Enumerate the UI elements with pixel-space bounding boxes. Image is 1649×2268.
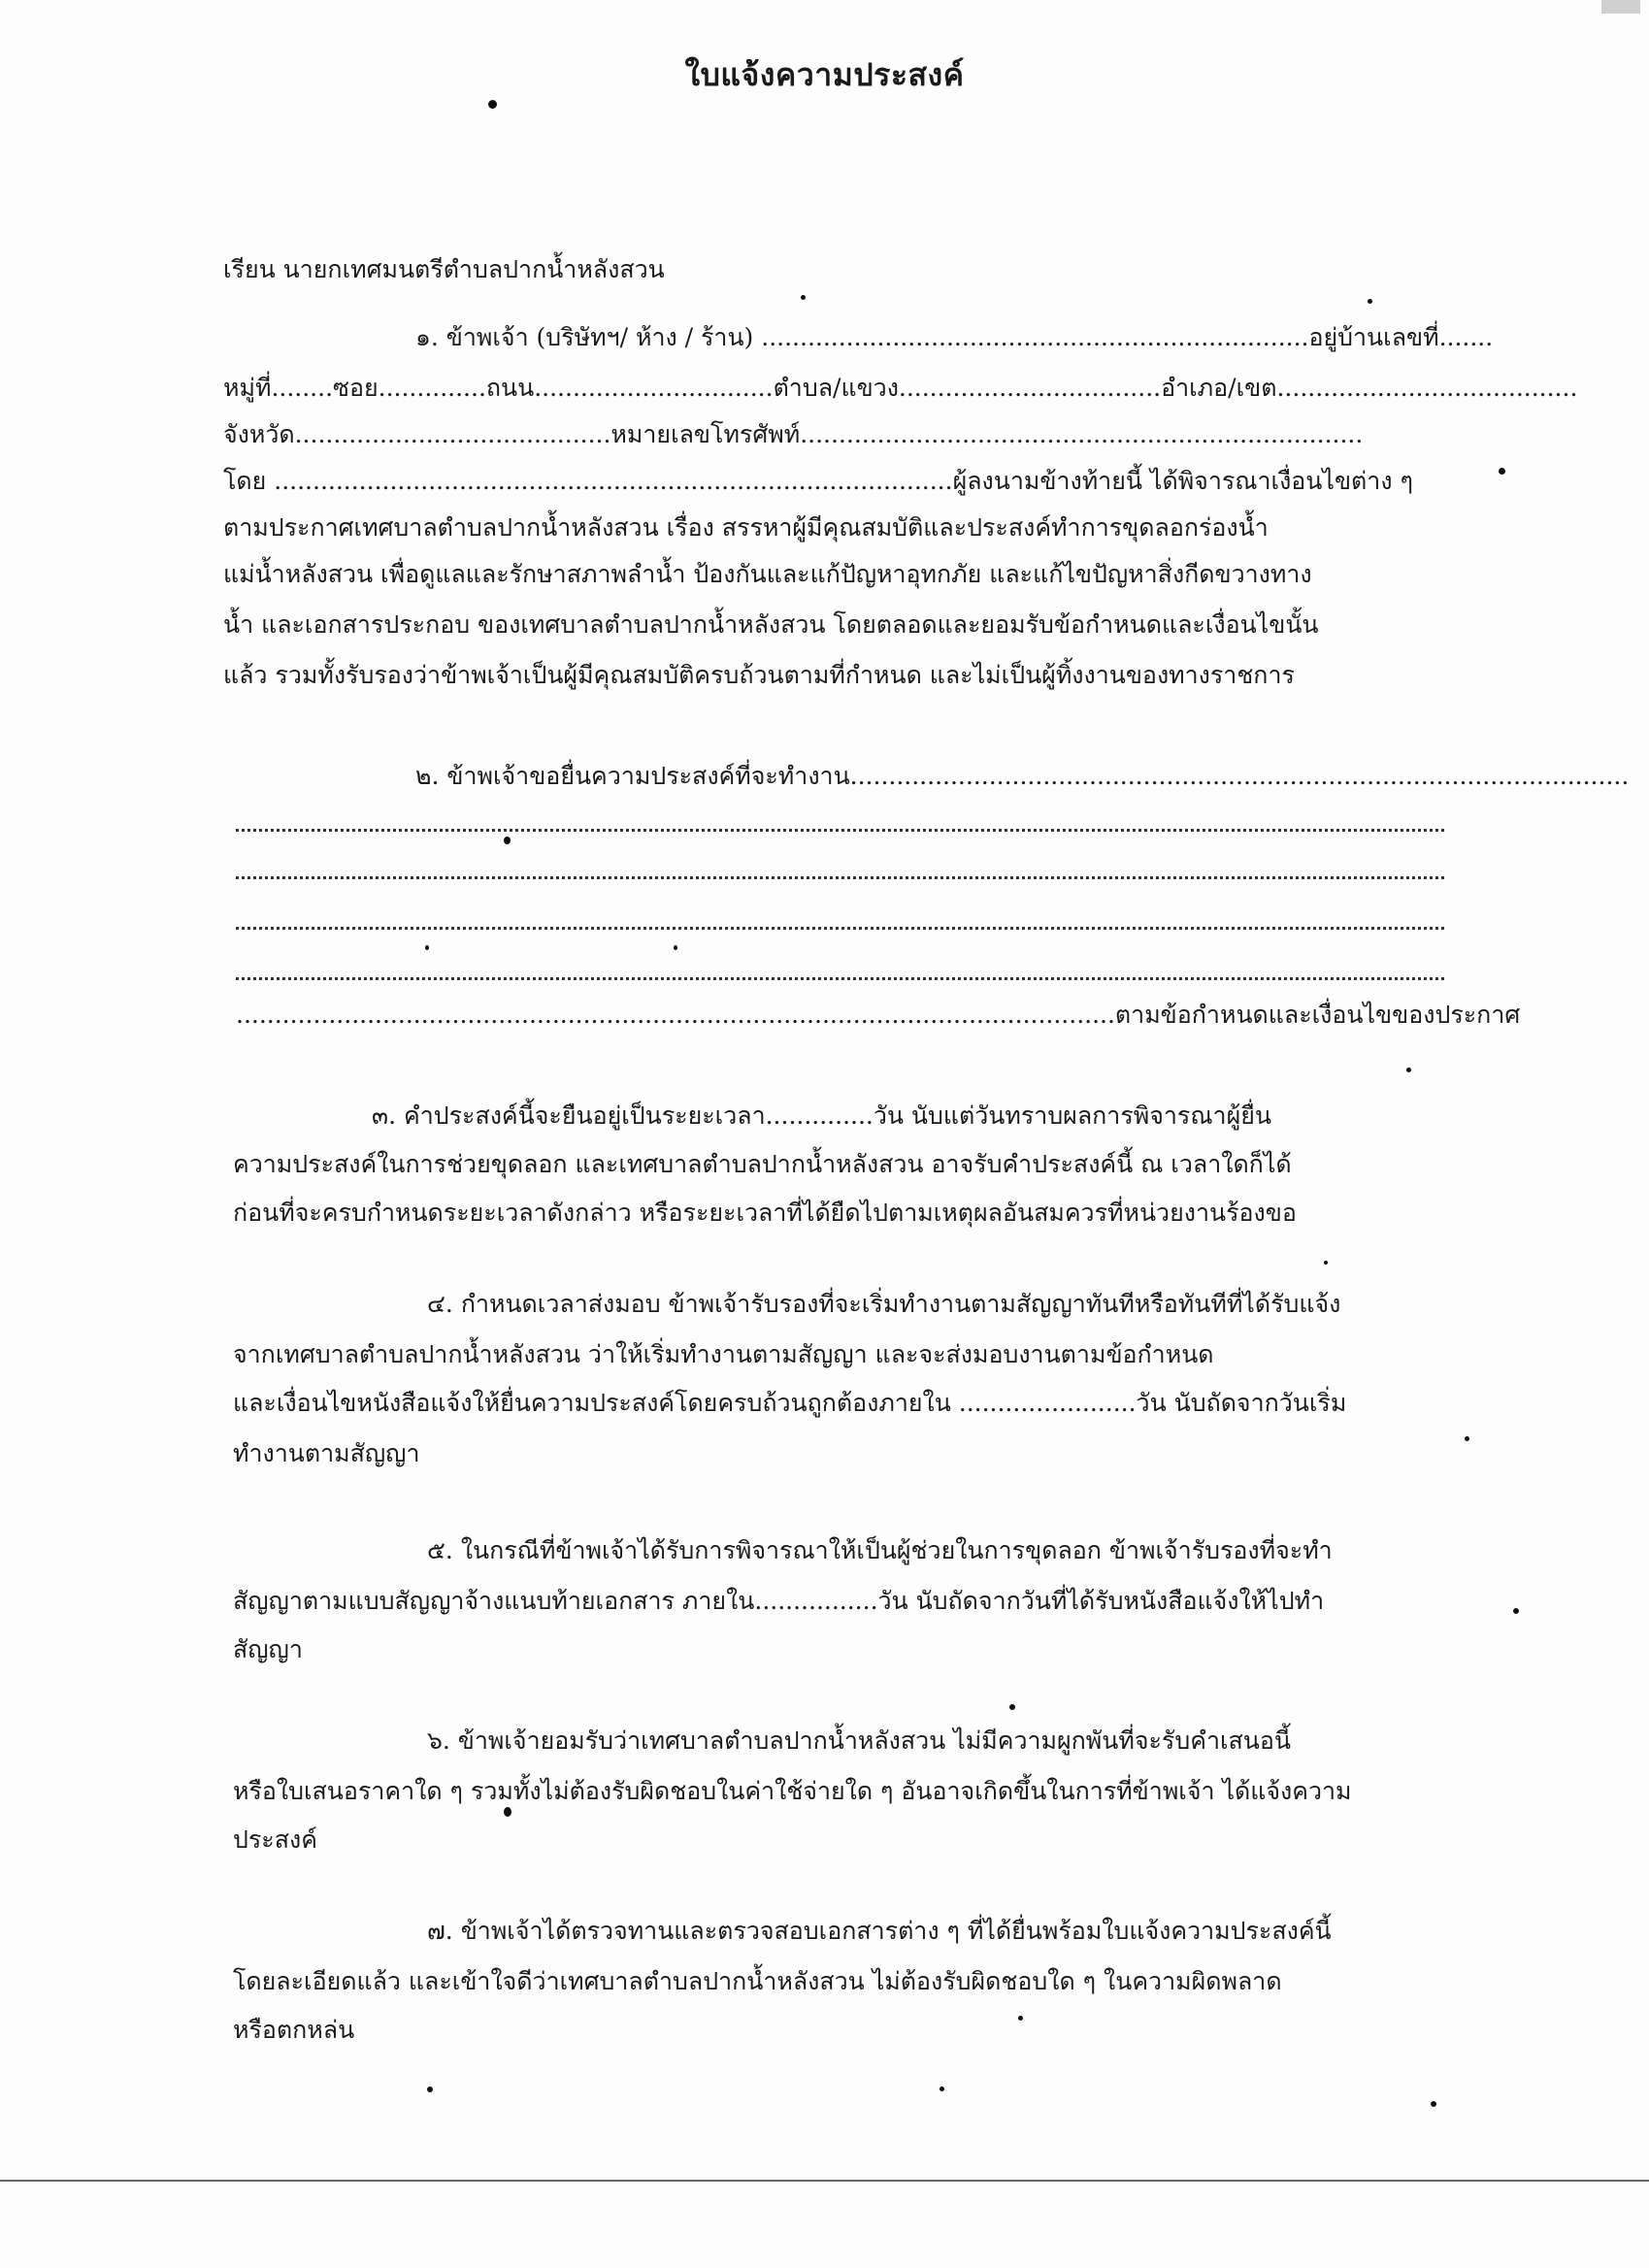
section-2-line-1: ๒. ข้าพเจ้าขอยื่นความประสงค์ที่จะทำงาน..................................................................................................... <box>415 762 1630 790</box>
section-7-line-1: ๗. ข้าพเจ้าได้ตรวจทานและตรวจสอบเอกสารต่าง ๆ ที่ได้ยื่นพร้อมใบแจ้งความประสงค์นี้ <box>427 1917 1332 1945</box>
blank-line-4 <box>236 977 1444 980</box>
scan-speck <box>1406 1068 1411 1072</box>
section-4-line-1: ๔. กำหนดเวลาส่งมอบ ข้าพเจ้ารับรองที่จะเริ่มทำงานตามสัญญาทันทีหรือทันทีที่ได้รับแจ้ง <box>427 1290 1341 1318</box>
section-5-line-2: สัญญาตามแบบสัญญาจ้างแนบท้ายเอกสาร ภายใน................วัน นับถัดจากวันที่ได้รับหนังสือแจ้งให้ไปทำ <box>233 1587 1325 1615</box>
section-1-line-4: โดย ........................................................................................ผู้ลงนามข้างท้ายนี้ ได้พิจารณาเงื่อนไขต่าง ๆ <box>223 467 1413 495</box>
section-4-line-3: และเงื่อนไขหนังสือแจ้งให้ยื่นความประสงค์โดยครบถ้วนถูกต้องภายใน .......................วัน นับถัดจากวันเริ่ม <box>233 1389 1347 1417</box>
scan-speck <box>1324 1261 1328 1265</box>
scan-speck <box>1465 1436 1469 1441</box>
scan-speck <box>1009 1704 1015 1710</box>
scan-speck <box>1513 1608 1519 1614</box>
scan-speck <box>940 2087 944 2091</box>
scan-speck <box>1018 2016 1023 2021</box>
salutation: เรียน นายกเทศมนตรีตำบลปากน้ำหลังสวน <box>223 255 665 283</box>
section-4-line-4: ทำงานตามสัญญา <box>233 1439 420 1467</box>
scan-speck <box>427 2087 433 2092</box>
section-4-line-2: จากเทศบาลตำบลปากน้ำหลังสวน ว่าให้เริ่มทำงานตามสัญญา และจะส่งมอบงานตามข้อกำหนด <box>233 1340 1214 1368</box>
scan-speck <box>1431 2101 1436 2107</box>
scan-speck <box>504 837 511 844</box>
document-title: ใบแจ้งความประสงค์ <box>684 56 965 93</box>
scan-edge-mark <box>1601 0 1640 14</box>
section-2-line-last: ..................................................................................................................ตามข้อกำหนดและเงื่อนไขของประกาศ <box>236 1001 1521 1029</box>
scan-speck <box>504 1807 511 1817</box>
scan-speck <box>674 945 677 950</box>
section-6-line-1: ๖. ข้าพเจ้ายอมรับว่าเทศบาลตำบลปากน้ำหลังสวน ไม่มีความผูกพันที่จะรับคำเสนอนี้ <box>427 1726 1291 1755</box>
blank-line-2 <box>236 876 1444 879</box>
scan-speck <box>488 100 497 109</box>
section-1-line-5: ตามประกาศเทศบาลตำบลปากน้ำหลังสวน เรื่อง สรรหาผู้มีคุณสมบัติและประสงค์ทำการขุดลอกร่องน้ำ <box>223 513 1269 542</box>
blank-line-1 <box>236 829 1444 832</box>
section-3-line-1: ๓. คำประสงค์นี้จะยืนอยู่เป็นระยะเวลา..............วัน นับแต่วันทราบผลการพิจารณาผู้ยื่น <box>372 1101 1271 1130</box>
scan-speck <box>425 945 429 950</box>
section-6-line-3: ประสงค์ <box>233 1825 317 1854</box>
section-1-line-6: แม่น้ำหลังสวน เพื่อดูแลและรักษาสภาพลำน้ำ ป้องกันและแก้ปัญหาอุทกภัย และแก้ไขปัญหาสิ่งกีดขวางทาง <box>223 560 1312 588</box>
section-1-line-2: หมู่ที่........ซอย..............ถนน...............................ตำบล/แขวง..................................อำเภอ/เขต....................................... <box>223 374 1578 402</box>
section-1-line-7: น้ำ และเอกสารประกอบ ของเทศบาลตำบลปากน้ำหลังสวน โดยตลอดและยอมรับข้อกำหนดและเงื่อนไขนั้น <box>223 610 1319 639</box>
scan-speck <box>801 295 806 300</box>
blank-line-3 <box>236 927 1444 930</box>
section-1-line-3: จังหวัด.........................................หมายเลขโทรศัพท์......................................................................... <box>223 420 1364 448</box>
section-7-line-3: หรือตกหล่น <box>233 2016 355 2044</box>
section-3-line-2: ความประสงค์ในการช่วยขุดลอก และเทศบาลตำบลปากน้ำหลังสวน อาจรับคำประสงค์นี้ ณ เวลาใดก็ได้ <box>233 1150 1292 1178</box>
scan-speck <box>1499 468 1505 475</box>
section-7-line-2: โดยละเอียดแล้ว และเข้าใจดีว่าเทศบาลตำบลปากน้ำหลังสวน ไม่ต้องรับผิดชอบใด ๆ ในความผิดพลาด <box>233 1967 1282 1995</box>
section-5-line-3: สัญญา <box>233 1635 303 1663</box>
scan-speck <box>1368 299 1372 304</box>
section-6-line-2: หรือใบเสนอราคาใด ๆ รวมทั้งไม่ต้องรับผิดชอบในค่าใช้จ่ายใด ๆ อันอาจเกิดขึ้นในการที่ข้าพเจ้า ได้แจ้งความ <box>233 1777 1352 1805</box>
section-3-line-3: ก่อนที่จะครบกำหนดระยะเวลาดังกล่าว หรือระยะเวลาที่ได้ยืดไปตามเหตุผลอันสมควรที่หน่วยงานร้องขอ <box>233 1199 1297 1227</box>
section-5-line-1: ๕. ในกรณีที่ข้าพเจ้าได้รับการพิจารณาให้เป็นผู้ช่วยในการขุดลอก ข้าพเจ้ารับรองที่จะทำ <box>427 1536 1333 1564</box>
scan-bottom-edge <box>0 2180 1649 2182</box>
section-1-line-1: ๑. ข้าพเจ้า (บริษัทฯ/ ห้าง / ร้าน) .......................................................................อยู่บ้านเลขที่....... <box>415 323 1494 351</box>
section-1-line-8: แล้ว รวมทั้งรับรองว่าข้าพเจ้าเป็นผู้มีคุณสมบัติครบถ้วนตามที่กำหนด และไม่เป็นผู้ทิ้งงานของทางราชการ <box>223 661 1295 689</box>
